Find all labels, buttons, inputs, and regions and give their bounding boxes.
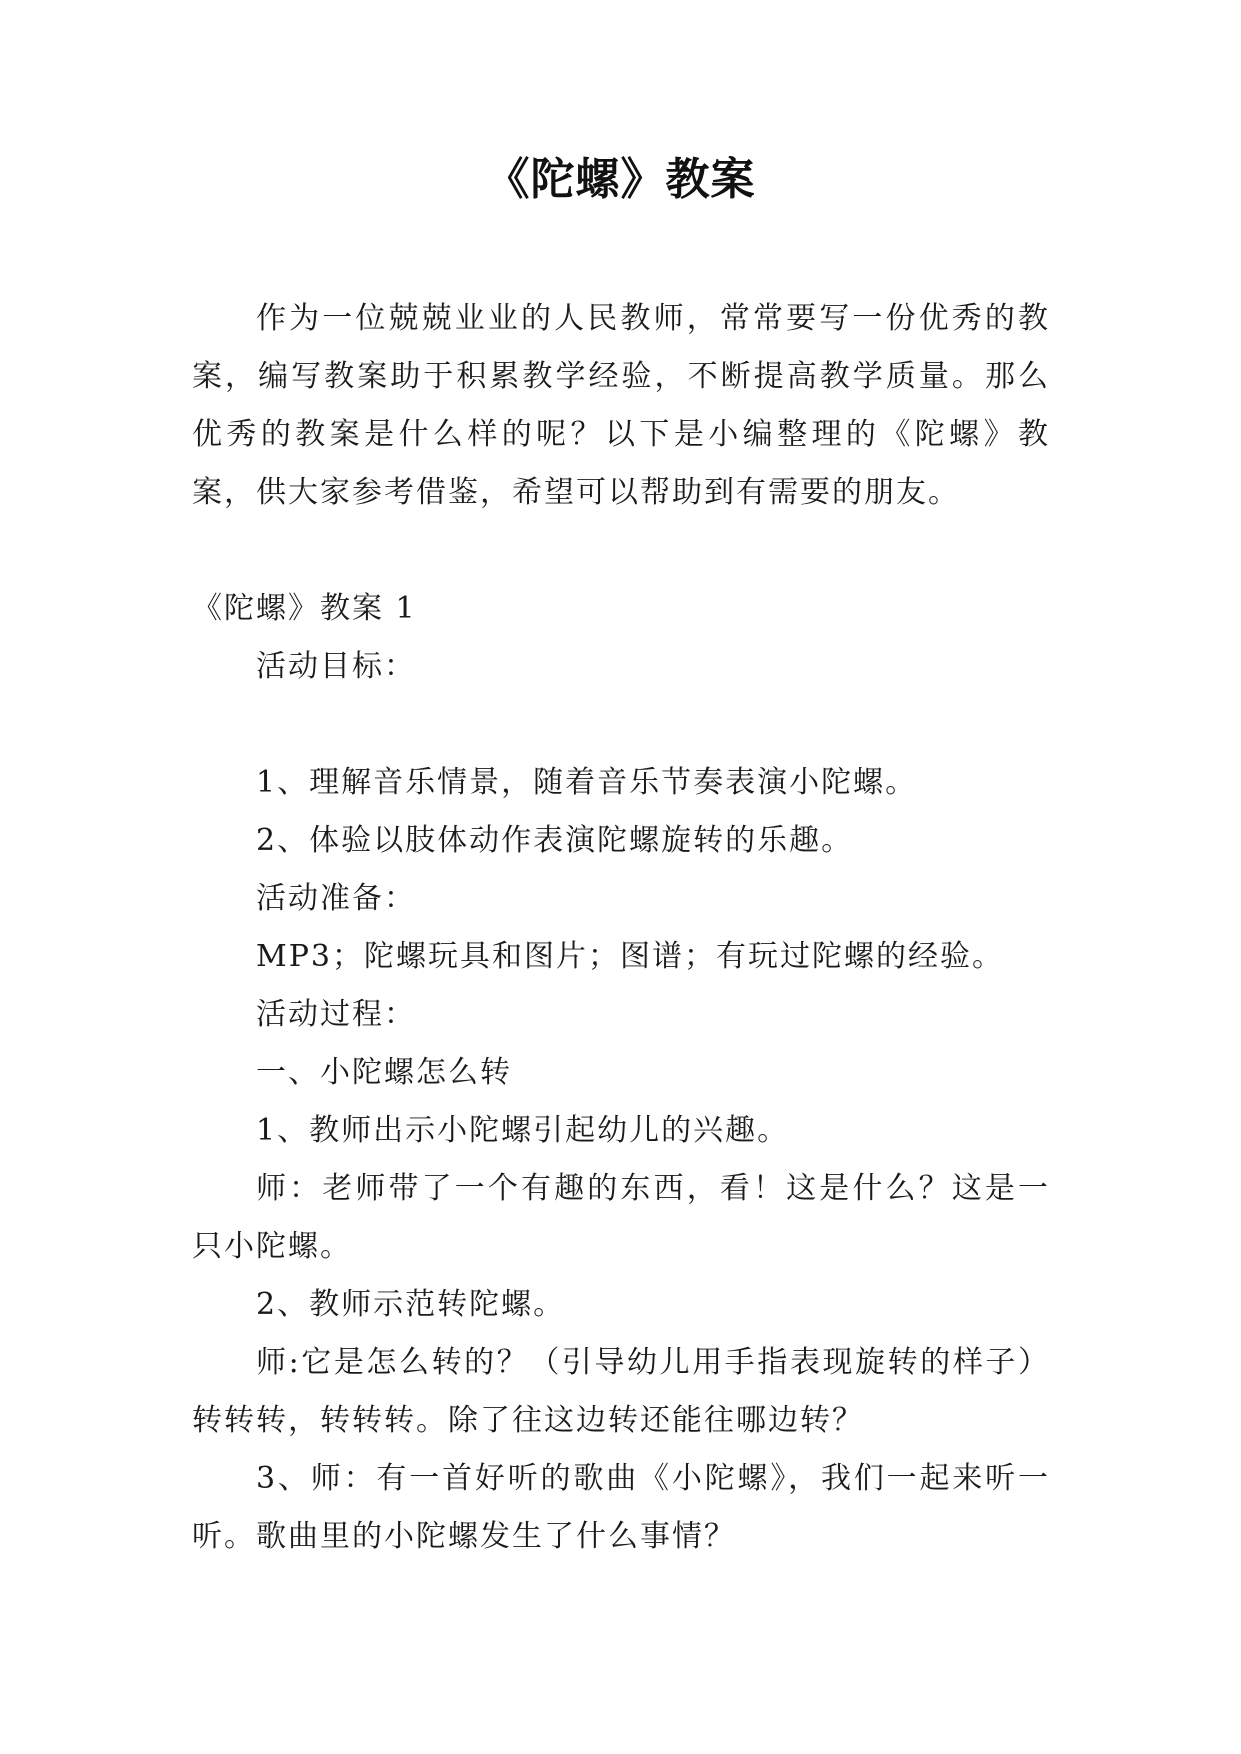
paragraph-prep-items: MP3；陀螺玩具和图片；图谱；有玩过陀螺的经验。: [256, 939, 1004, 974]
paragraph-goals-heading: 活动目标：: [256, 649, 416, 684]
document-body: [192, 290, 1050, 1566]
paragraph-teacher-line-1: 师：老师带了一个有趣的东西，看！这是什么？这是一只小陀螺。: [192, 1171, 1050, 1264]
paragraph-step-one: 一、小陀螺怎么转: [256, 1055, 512, 1090]
paragraph-step-1: 1、教师出示小陀螺引起幼儿的兴趣。: [256, 1113, 790, 1148]
section-heading: 《陀螺》教案 1: [192, 591, 417, 626]
paragraph-step-3: 3、师：有一首好听的歌曲《小陀螺》，我们一起来听一听。歌曲里的小陀螺发生了什么事情？: [192, 1461, 1050, 1554]
paragraph-teacher-line-2: 师:它是怎么转的？（引导幼儿用手指表现旋转的样子）转转转，转转转。除了往这边转还能往哪边转？: [192, 1345, 1050, 1438]
paragraph-prep-heading: 活动准备：: [256, 881, 416, 916]
page-title: 《陀螺》教案: [485, 154, 756, 205]
paragraph-goal-1: 1、理解音乐情景，随着音乐节奏表演小陀螺。: [256, 765, 918, 800]
paragraph-goal-2: 2、体验以肢体动作表演陀螺旋转的乐趣。: [256, 823, 854, 858]
paragraph-process-heading: 活动过程：: [256, 997, 416, 1032]
paragraph-step-2: 2、教师示范转陀螺。: [256, 1287, 566, 1322]
intro-paragraph: 作为一位兢兢业业的人民教师，常常要写一份优秀的教案，编写教案助于积累教学经验，不断提高教学质量。那么优秀的教案是什么样的呢？以下是小编整理的《陀螺》教案，供大家参考借鉴，希望可以帮助到有需要的朋友。: [192, 301, 1050, 510]
